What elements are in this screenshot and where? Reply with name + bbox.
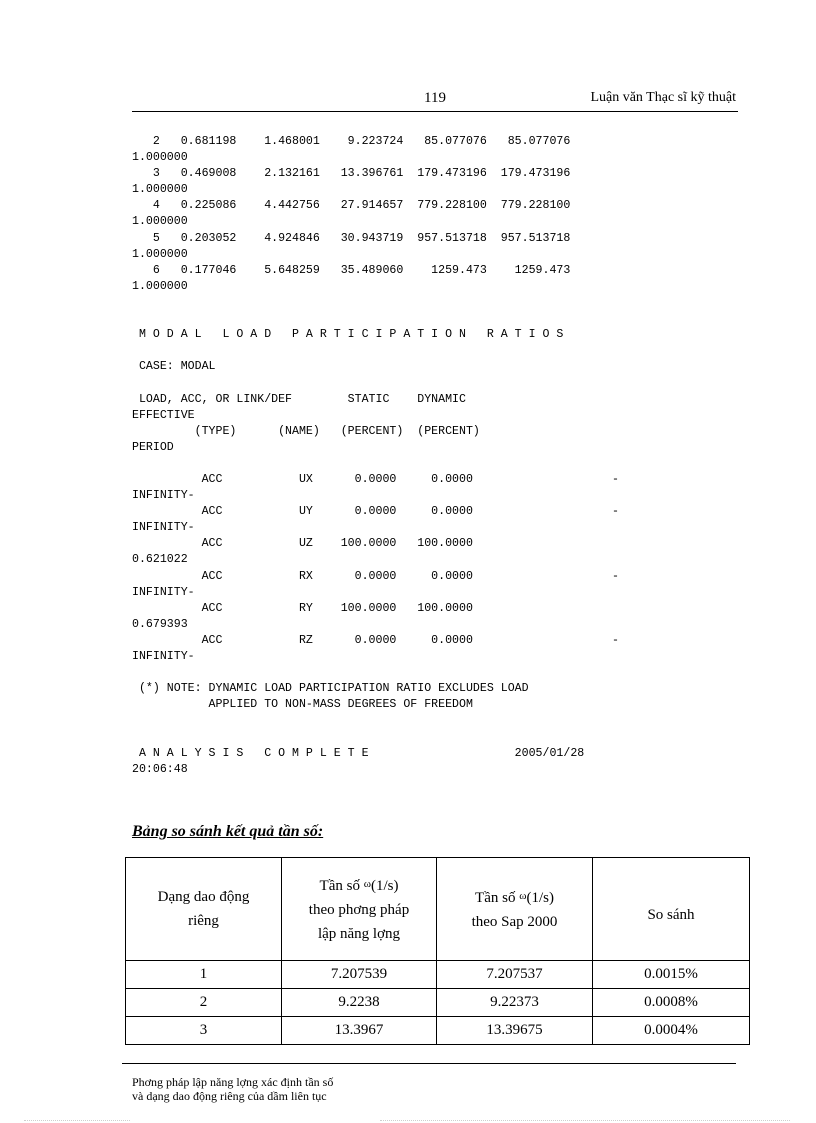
footer-rule (122, 1063, 736, 1064)
output-line: 1.000000 (132, 247, 188, 261)
cell-sap-frequency: 7.207537 (437, 961, 593, 989)
output-line: 1.000000 (132, 279, 188, 293)
omega-symbol: ω (363, 878, 371, 890)
bottom-dotted-rule (24, 1120, 130, 1121)
output-line: (TYPE) (NAME) (PERCENT) (PERCENT) (132, 424, 480, 438)
output-line: ACC UZ 100.0000 100.0000 (132, 537, 473, 551)
sap2000-output-listing (132, 134, 619, 778)
table-row (126, 989, 750, 1017)
output-line: APPLIED TO NON-MASS DEGREES OF FREEDOM (132, 698, 473, 712)
output-line: M O D A L L O A D P A R T I C I P A T I O N R A T I O S (132, 328, 564, 342)
cell-mode: 1 (126, 961, 282, 989)
output-line: 20:06:48 (132, 762, 188, 776)
table-header-row (126, 858, 750, 961)
output-line: INFINITY- (132, 650, 195, 663)
output-line: A N A L Y S I S C O M P L E T E 2005/01/28 (132, 746, 585, 760)
header-frequency-energy-method: Tần số $^\omega$(1/s) theo phơng pháp lập năng lợng (282, 858, 437, 961)
cell-energy-frequency: 9.2238 (282, 989, 437, 1017)
output-line: 3 0.469008 2.132161 13.396761 179.473196 179.473196 (132, 167, 571, 181)
header-comparison: So sánh (593, 858, 750, 961)
header-frequency-sap2000: Tần số $^\omega$(1/s) theo Sap 2000 (437, 858, 593, 961)
output-line: CASE: MODAL (132, 360, 216, 374)
output-line: (*) NOTE: DYNAMIC LOAD PARTICIPATION RATIO EXCLUDES LOAD (132, 682, 529, 696)
output-line: ACC RX 0.0000 0.0000 - (132, 569, 620, 583)
cell-difference: 0.0015% (593, 961, 750, 989)
cell-difference: 0.0004% (593, 1017, 750, 1045)
output-line: 1.000000 (132, 215, 188, 229)
cell-sap-frequency: 9.22373 (437, 989, 593, 1017)
cell-energy-frequency: 7.207539 (282, 961, 437, 989)
output-line: 1.000000 (132, 151, 188, 165)
output-line: INFINITY- (132, 489, 195, 503)
output-line: INFINITY- (132, 521, 195, 535)
page-number: 119 (424, 90, 446, 106)
running-footer (132, 1075, 333, 1103)
frequency-comparison-table (125, 857, 750, 1045)
output-line: 0.679393 (132, 617, 188, 631)
cell-energy-frequency: 13.3967 (282, 1017, 437, 1045)
output-line: 2 0.681198 1.468001 9.223724 85.077076 85.077076 (132, 135, 571, 148)
output-line: INFINITY- (132, 585, 195, 599)
footer-line-2: và dạng dao động riêng của dầm liên tục (132, 1089, 327, 1103)
output-line: ACC UX 0.0000 0.0000 - (132, 472, 620, 486)
cell-difference: 0.0008% (593, 989, 750, 1017)
output-line: ACC RZ 0.0000 0.0000 - (132, 633, 620, 647)
output-line: EFFECTIVE (132, 408, 195, 422)
footer-line-1: Phơng pháp lập năng lợng xác định tần số (132, 1075, 334, 1089)
output-line: 5 0.203052 4.924846 30.943719 957.513718 957.513718 (132, 231, 571, 245)
bottom-dotted-rule (380, 1120, 790, 1121)
output-line: 6 0.177046 5.648259 35.489060 1259.473 1259.473 (132, 263, 571, 277)
output-line: ACC RY 100.0000 100.0000 (132, 601, 473, 615)
table-caption: Bảng so sánh kết quả tần số: (132, 823, 324, 840)
header-rule (132, 111, 738, 112)
output-line: 4 0.225086 4.442756 27.914657 779.228100 779.228100 (132, 199, 571, 213)
output-line: 1.000000 (132, 183, 188, 197)
cell-mode: 3 (126, 1017, 282, 1045)
table-row (126, 961, 750, 989)
omega-symbol: ω (519, 890, 527, 902)
running-title: Luận văn Thạc sĩ kỹ thuật (590, 90, 736, 105)
header-mode-shape: Dạng dao động riêng (126, 858, 282, 961)
cell-sap-frequency: 13.39675 (437, 1017, 593, 1045)
output-line: PERIOD (132, 440, 174, 454)
cell-mode: 2 (126, 989, 282, 1017)
output-line: LOAD, ACC, OR LINK/DEF STATIC DYNAMIC (132, 392, 466, 406)
output-line: 0.621022 (132, 553, 188, 567)
output-line: ACC UY 0.0000 0.0000 - (132, 505, 620, 519)
table-row (126, 1017, 750, 1045)
